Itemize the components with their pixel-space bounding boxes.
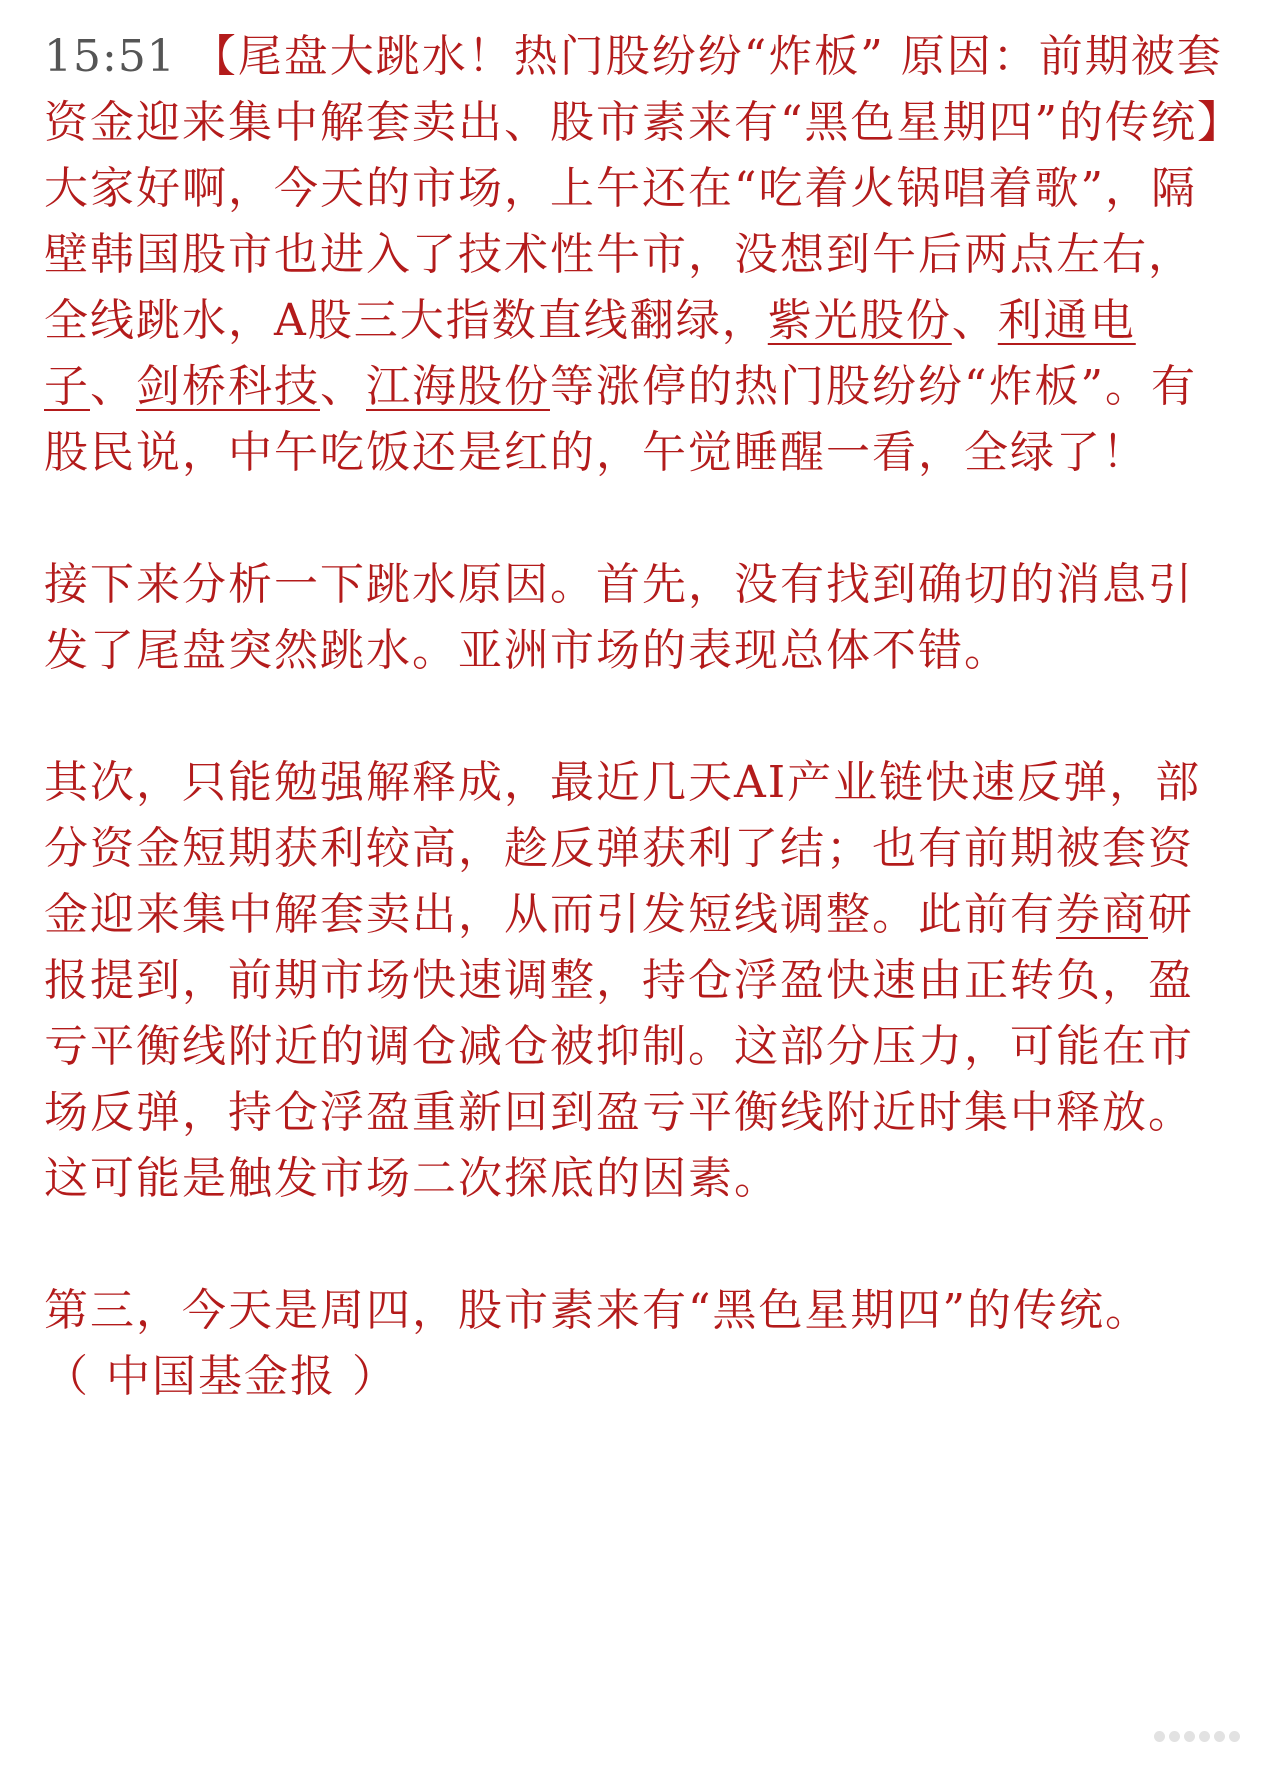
- watermark-dot: [1154, 1731, 1165, 1742]
- watermark-dot: [1229, 1731, 1240, 1742]
- broker-link[interactable]: 券商: [1056, 889, 1148, 940]
- watermark-dot: [1214, 1731, 1225, 1742]
- separator: 、: [951, 295, 998, 346]
- stock-link-jianqiao[interactable]: 剑桥科技: [136, 361, 320, 412]
- headline: 【尾盘大跳水！热门股纷纷“炸板” 原因：前期被套资金迎来集中解套卖出、股市素来有“黑色星期四”的传统】: [44, 31, 1243, 148]
- watermark-dot: [1184, 1731, 1195, 1742]
- second-reason-text: 其次，只能勉强解释成，最近几天AI产业链快速反弹，部分资金短期获利较高，趁反弹获利了结；也有前期被套资金迎来集中解套卖出，从而引发短线调整。此前有: [44, 757, 1202, 940]
- paragraph-second-reason: [44, 750, 1224, 1212]
- stock-link-ziguang[interactable]: 紫光股份: [767, 295, 952, 346]
- stock-link-jianghai[interactable]: 江海股份: [366, 361, 550, 412]
- source-label: （ 中国基金报 ）: [44, 1351, 398, 1402]
- article-body: [44, 24, 1243, 1410]
- watermark-dots: [1154, 1731, 1240, 1742]
- intro-text-end: 等涨停的热门股纷纷“炸板”。有股民说，中午吃饭还是红的，午觉睡醒一看，全绿了！: [44, 361, 1197, 478]
- watermark-dot: [1169, 1731, 1180, 1742]
- post-time: 15:51: [44, 31, 176, 82]
- watermark-dot: [1199, 1731, 1210, 1742]
- paragraph-intro: [44, 24, 1243, 486]
- intro-text: 大家好啊，今天的市场，上午还在“吃着火锅唱着歌”，隔壁韩国股市也进入了技术性牛市，没想到午后两点左右，全线跳水，A股三大指数直线翻绿，: [44, 163, 1197, 346]
- third-reason-text: 第三，今天是周四，股市素来有“黑色星期四”的传统。: [44, 1285, 1151, 1336]
- separator: 、: [90, 361, 136, 412]
- second-reason-text-end: 研报提到，前期市场快速调整，持仓浮盈快速由正转负，盈亏平衡线附近的调仓减仓被抑制。这部分压力，可能在市场反弹，持仓浮盈重新回到盈亏平衡线附近时集中释放。这可能是触发市场二次探底的因素。: [44, 889, 1194, 1204]
- separator: 、: [320, 361, 366, 412]
- stock-link-litong[interactable]: 利通电子: [44, 295, 1136, 412]
- paragraph-analysis: 接下来分析一下跳水原因。首先，没有找到确切的消息引发了尾盘突然跳水。亚洲市场的表现总体不错。: [44, 559, 1194, 676]
- paragraph-third-reason: [44, 1278, 1224, 1410]
